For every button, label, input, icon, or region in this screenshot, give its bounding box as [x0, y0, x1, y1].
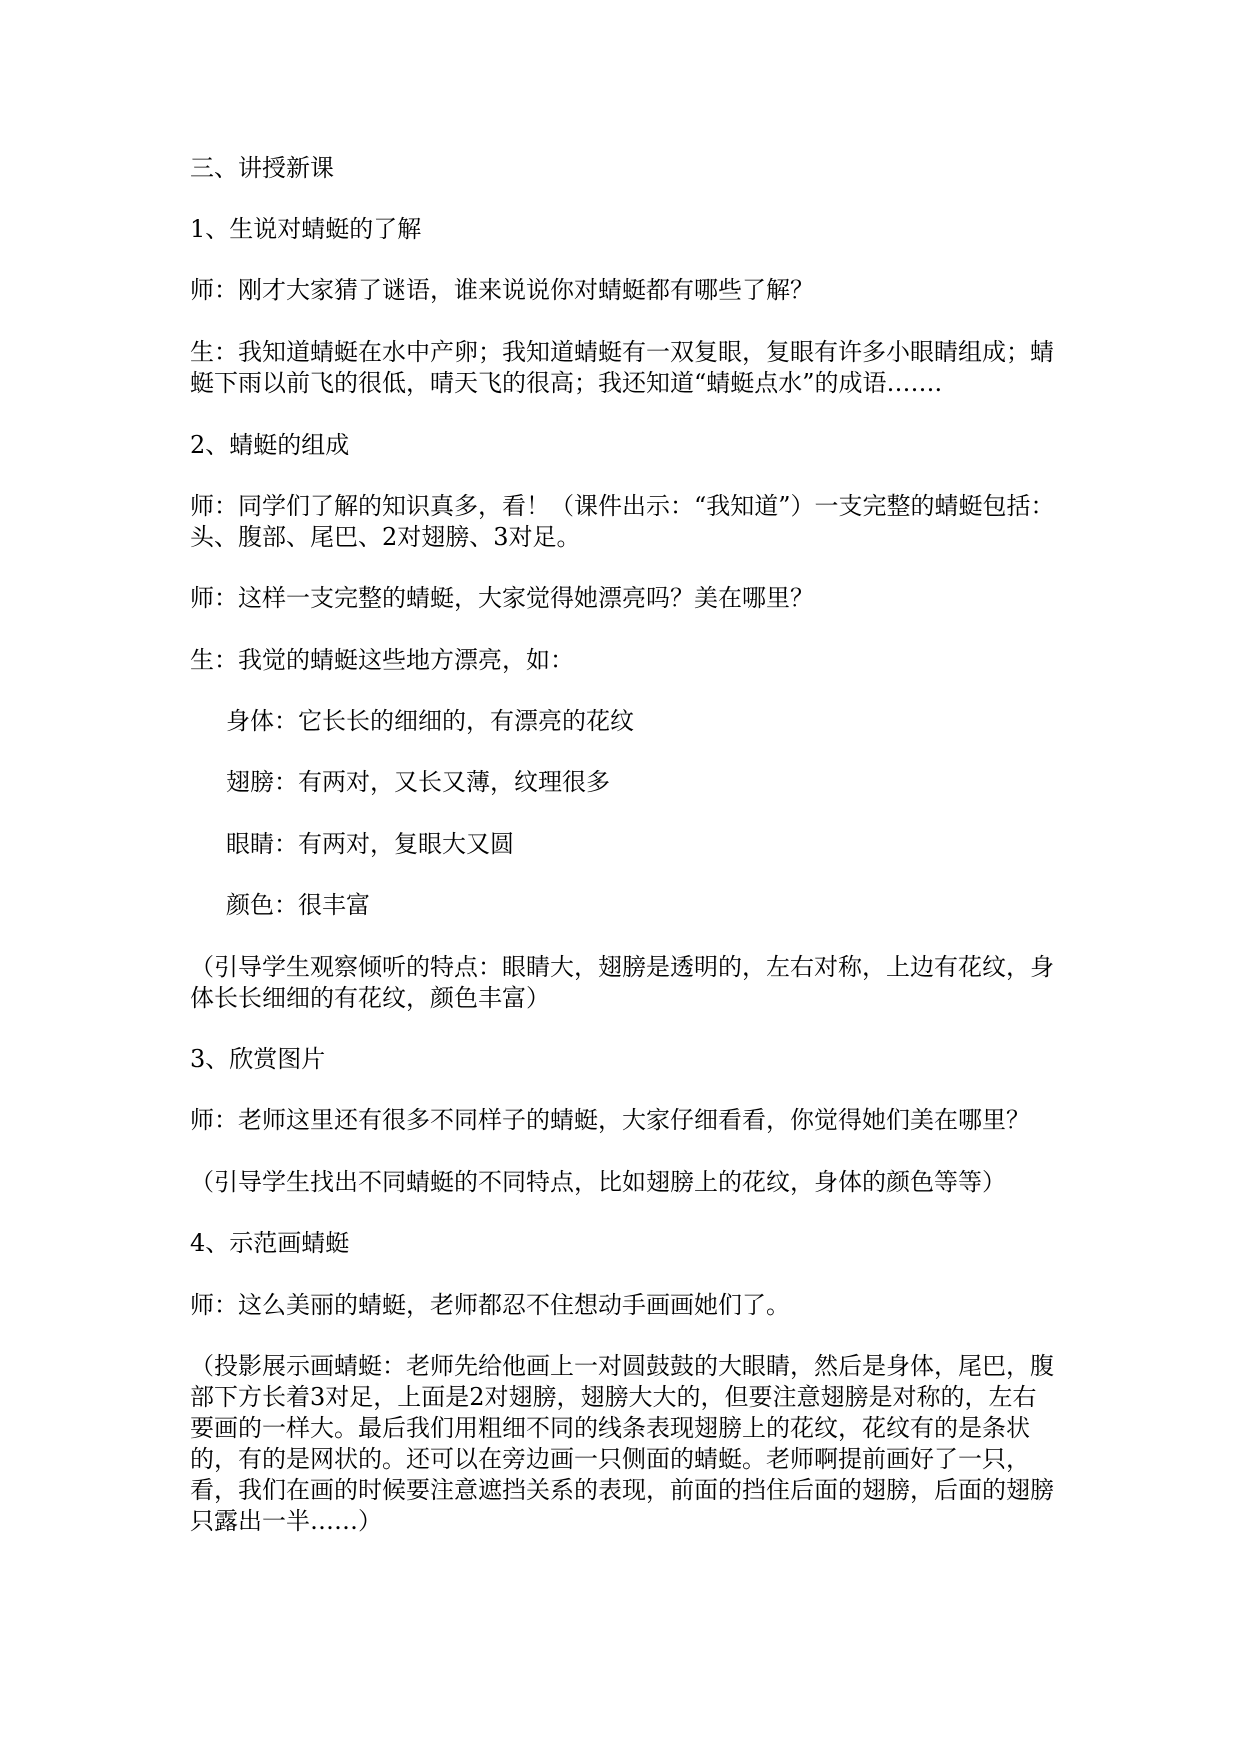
- student-answer-dragonfly-facts: 生：我知道蜻蜓在水中产卵；我知道蜻蜓有一双复眼，复眼有许多小眼睛组成；蜻蜓下雨以前飞的很低，晴天飞的很高；我还知道“蜻蜓点水”的成语…….: [190, 338, 1054, 397]
- subheading-appreciate-pictures: 3、欣赏图片: [190, 1045, 326, 1073]
- subheading-dragonfly-parts: 2、蜻蜓的组成: [190, 431, 350, 459]
- list-item-wings: 翅膀：有两对，又长又薄，纹理很多: [226, 768, 610, 796]
- student-line-beautiful-parts: 生：我觉的蜻蜓这些地方漂亮，如：: [190, 646, 574, 674]
- guidance-note-features: （引导学生观察倾听的特点：眼睛大，翅膀是透明的，左右对称，上边有花纹，身体长长细细的有花纹，颜色丰富）: [190, 953, 1054, 1012]
- teacher-line-riddle: 师：刚才大家猜了谜语，谁来说说你对蜻蜓都有哪些了解？: [190, 276, 814, 304]
- teacher-line-complete-dragonfly: 师：同学们了解的知识真多，看！（课件出示：“我知道”）一支完整的蜻蜓包括：头、腹部、尾巴、2对翅膀、3对足。: [190, 492, 1055, 551]
- list-item-eyes: 眼睛：有两对，复眼大又圆: [226, 830, 514, 858]
- list-item-color: 颜色：很丰富: [226, 891, 370, 919]
- subheading-students-knowledge: 1、生说对蜻蜓的了解: [190, 215, 422, 243]
- list-item-body: 身体：它长长的细细的，有漂亮的花纹: [226, 707, 634, 735]
- guidance-note-differences: （引导学生找出不同蜻蜓的不同特点，比如翅膀上的花纹，身体的颜色等等）: [190, 1168, 1006, 1196]
- teacher-line-different-dragonflies: 师：老师这里还有很多不同样子的蜻蜓，大家仔细看看，你觉得她们美在哪里？: [190, 1106, 1030, 1134]
- teacher-line-want-to-draw: 师：这么美丽的蜻蜓，老师都忍不住想动手画画她们了。: [190, 1291, 790, 1319]
- section-heading-lecture: 三、讲授新课: [190, 154, 334, 182]
- projection-drawing-steps: （投影展示画蜻蜓：老师先给他画上一对圆鼓鼓的大眼睛，然后是身体，尾巴，腹部下方长着3对足，上面是2对翅膀，翅膀大大的，但要注意翅膀是对称的，左右要画的一样大。最后我们用粗细不同的线条表现翅膀上的花纹，花纹有的是条状的，有的是网状的。还可以在旁边画一只侧面的蜻蜓。老师啊提前画好了一只，看，我们在画的时候要注意遮挡关系的表现，前面的挡住后面的翅膀，后面的翅膀只露出一半……）: [190, 1352, 1054, 1535]
- teacher-line-beauty-question: 师：这样一支完整的蜻蜓，大家觉得她漂亮吗？美在哪里？: [190, 584, 814, 612]
- subheading-demonstrate-drawing: 4、示范画蜻蜓: [190, 1229, 350, 1257]
